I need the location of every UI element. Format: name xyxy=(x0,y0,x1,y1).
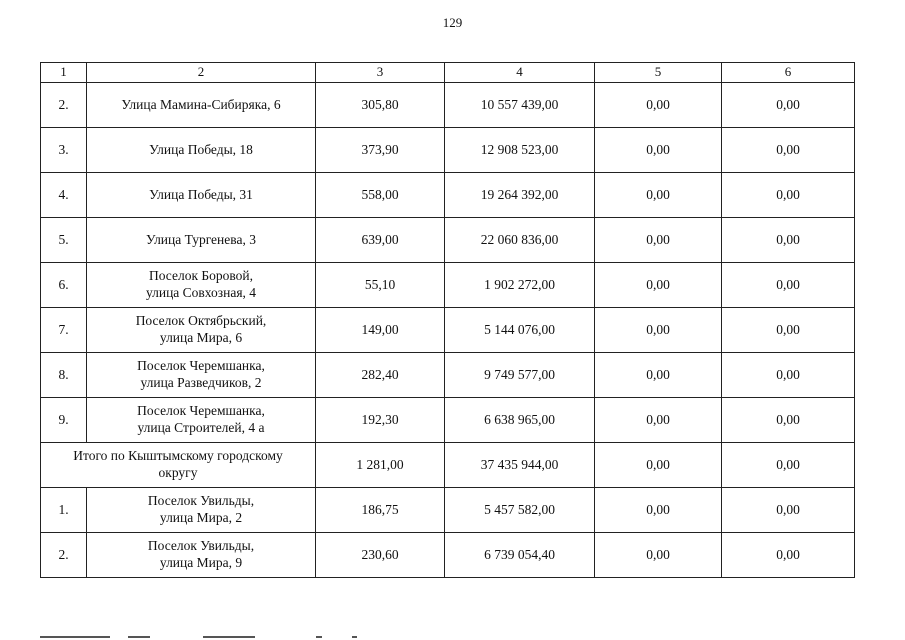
area-cell: 558,00 xyxy=(316,173,445,218)
area-cell: 373,90 xyxy=(316,128,445,173)
area-cell: 149,00 xyxy=(316,308,445,353)
total-label xyxy=(41,443,316,488)
row-number: 4. xyxy=(41,173,87,218)
row-number: 3. xyxy=(41,128,87,173)
address-cell xyxy=(87,263,316,308)
address-cell xyxy=(87,218,316,263)
cost-cell: 6 638 965,00 xyxy=(445,398,595,443)
column-header: 5 xyxy=(595,63,722,83)
total-label-line: округу xyxy=(158,465,198,480)
area-cell: 186,75 xyxy=(316,488,445,533)
column-header: 1 xyxy=(41,63,87,83)
address-cell-line: Улица Победы, 31 xyxy=(149,186,253,202)
col6-cell: 0,00 xyxy=(722,263,855,308)
col5-cell: 0,00 xyxy=(595,218,722,263)
address-cell-line: улица Разведчиков, 2 xyxy=(140,375,262,390)
col6-cell: 0,00 xyxy=(722,128,855,173)
column-header: 6 xyxy=(722,63,855,83)
table-row xyxy=(41,83,855,128)
row-number: 9. xyxy=(41,398,87,443)
address-cell-line: Улица Победы, 18 xyxy=(149,141,253,157)
table-row xyxy=(41,263,855,308)
table-row xyxy=(41,173,855,218)
area-cell: 282,40 xyxy=(316,353,445,398)
table-row xyxy=(41,488,855,533)
address-cell-line: Улица Мамина-Сибиряка, 6 xyxy=(121,96,281,112)
col6-cell: 0,00 xyxy=(722,398,855,443)
row-number: 1. xyxy=(41,488,87,533)
cost-cell: 12 908 523,00 xyxy=(445,128,595,173)
address-cell xyxy=(87,173,316,218)
column-header: 2 xyxy=(87,63,316,83)
row-number: 6. xyxy=(41,263,87,308)
address-cell-line: Поселок Черемшанка, xyxy=(137,403,265,419)
col6-cell: 0,00 xyxy=(722,308,855,353)
address-cell-line: Поселок Увильды, xyxy=(147,538,255,554)
area-cell: 1 281,00 xyxy=(316,443,445,488)
col5-cell: 0,00 xyxy=(595,128,722,173)
col5-cell: 0,00 xyxy=(595,443,722,488)
col6-cell: 0,00 xyxy=(722,353,855,398)
row-number: 2. xyxy=(41,83,87,128)
table-row xyxy=(41,128,855,173)
column-header: 4 xyxy=(445,63,595,83)
address-cell-line: улица Мира, 6 xyxy=(159,330,243,345)
col5-cell: 0,00 xyxy=(595,308,722,353)
page-number: 129 xyxy=(442,15,463,30)
address-cell xyxy=(87,83,316,128)
address-cell-line: улица Мира, 2 xyxy=(159,510,243,525)
cost-cell: 5 144 076,00 xyxy=(445,308,595,353)
area-cell: 305,80 xyxy=(316,83,445,128)
address-cell-line: Поселок Октябрьский, xyxy=(135,313,267,329)
row-number: 7. xyxy=(41,308,87,353)
cost-cell: 6 739 054,40 xyxy=(445,533,595,578)
address-cell xyxy=(87,533,316,578)
col5-cell: 0,00 xyxy=(595,488,722,533)
row-number: 8. xyxy=(41,353,87,398)
table-row xyxy=(41,308,855,353)
area-cell: 230,60 xyxy=(316,533,445,578)
table-row xyxy=(41,353,855,398)
data-table xyxy=(40,62,855,578)
col6-cell: 0,00 xyxy=(722,488,855,533)
col5-cell: 0,00 xyxy=(595,533,722,578)
address-cell xyxy=(87,128,316,173)
cost-cell: 9 749 577,00 xyxy=(445,353,595,398)
row-number: 2. xyxy=(41,533,87,578)
col5-cell: 0,00 xyxy=(595,173,722,218)
table-body xyxy=(41,63,855,578)
address-cell xyxy=(87,488,316,533)
total-label-line: Итого по Кыштымскому городскому xyxy=(73,448,283,464)
address-cell xyxy=(87,398,316,443)
address-cell-line: Поселок Увильды, xyxy=(147,493,255,509)
col5-cell: 0,00 xyxy=(595,398,722,443)
col6-cell: 0,00 xyxy=(722,83,855,128)
scan-marks xyxy=(0,636,905,639)
address-cell-line: Улица Тургенева, 3 xyxy=(146,231,256,247)
cost-cell: 10 557 439,00 xyxy=(445,83,595,128)
table-header-row xyxy=(41,63,855,83)
cost-cell: 37 435 944,00 xyxy=(445,443,595,488)
col6-cell: 0,00 xyxy=(722,533,855,578)
col5-cell: 0,00 xyxy=(595,83,722,128)
cost-cell: 1 902 272,00 xyxy=(445,263,595,308)
total-row xyxy=(41,443,855,488)
col6-cell: 0,00 xyxy=(722,218,855,263)
col5-cell: 0,00 xyxy=(595,353,722,398)
area-cell: 192,30 xyxy=(316,398,445,443)
address-cell-line: улица Совхозная, 4 xyxy=(145,285,257,300)
col5-cell: 0,00 xyxy=(595,263,722,308)
address-cell xyxy=(87,308,316,353)
col6-cell: 0,00 xyxy=(722,443,855,488)
address-cell xyxy=(87,353,316,398)
col6-cell: 0,00 xyxy=(722,173,855,218)
area-cell: 55,10 xyxy=(316,263,445,308)
address-cell-line: Поселок Боровой, xyxy=(148,268,254,284)
table-row xyxy=(41,533,855,578)
address-cell-line: улица Мира, 9 xyxy=(159,555,243,570)
row-number: 5. xyxy=(41,218,87,263)
address-cell-line: Поселок Черемшанка, xyxy=(137,358,265,374)
table-row xyxy=(41,398,855,443)
address-cell-line: улица Строителей, 4 а xyxy=(137,420,265,435)
column-header: 3 xyxy=(316,63,445,83)
area-cell: 639,00 xyxy=(316,218,445,263)
cost-cell: 22 060 836,00 xyxy=(445,218,595,263)
cost-cell: 5 457 582,00 xyxy=(445,488,595,533)
cost-cell: 19 264 392,00 xyxy=(445,173,595,218)
table-row xyxy=(41,218,855,263)
